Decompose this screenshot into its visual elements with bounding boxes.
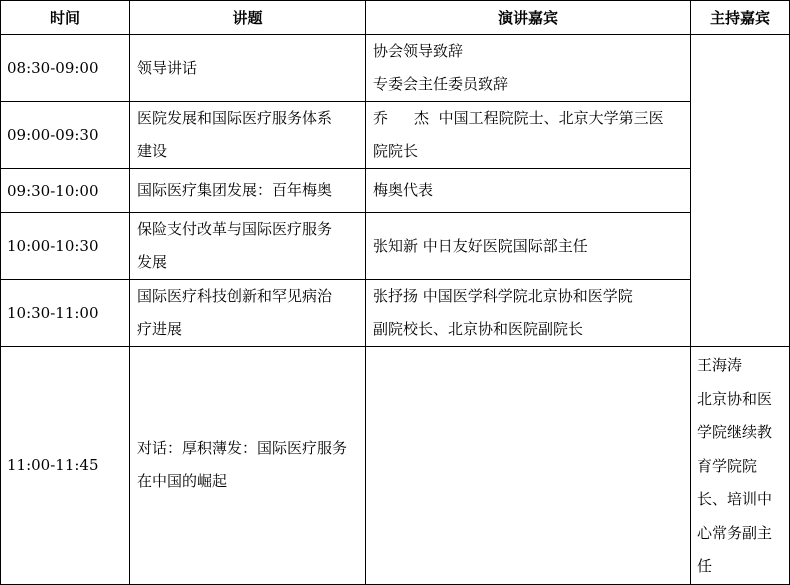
host-cell — [691, 347, 790, 585]
speaker-name: 乔 — [373, 109, 389, 127]
topic-line: 建设 — [137, 142, 168, 160]
time-cell: 11:00-11:45 — [1, 347, 130, 585]
topic-cell — [130, 213, 366, 280]
topic-line: 国际医疗科技创新和罕见病治 — [137, 287, 333, 305]
topic-line: 对话：厚积薄发：国际医疗服务 — [137, 439, 348, 458]
host-line: 王海涛 — [697, 356, 743, 374]
table-row — [1, 280, 790, 347]
table-row — [1, 213, 790, 280]
header-host: 主持嘉宾 — [691, 1, 790, 35]
table-row — [1, 169, 790, 213]
speaker-line: 张知新 中日友好医院国际部主任 — [373, 236, 588, 255]
speaker-line: 张抒扬 中国医学科学院北京协和医学院 — [373, 287, 633, 305]
speaker-line: 协会领导致辞 — [373, 42, 464, 60]
host-line: 任 — [697, 557, 713, 575]
speaker-line: 副院校长、北京协和医院副院长 — [373, 320, 584, 338]
speaker-cell — [366, 102, 691, 169]
topic-line: 疗进展 — [137, 320, 183, 338]
speaker-line: 专委会主任委员致辞 — [373, 75, 509, 93]
topic-line: 发展 — [137, 253, 168, 271]
header-time: 时间 — [1, 1, 130, 35]
topic-line: 医院发展和国际医疗服务体系 — [137, 109, 333, 127]
time-cell: 09:30-10:00 — [1, 169, 130, 213]
speaker-line: 院院长 — [373, 142, 419, 160]
topic-cell — [130, 347, 366, 585]
host-line: 育学院院 — [697, 456, 758, 475]
topic-cell — [130, 102, 366, 169]
host-line: 长、培训中 — [697, 490, 773, 508]
table-row — [1, 35, 790, 102]
topic-line: 国际医疗集团发展：百年梅奥 — [137, 181, 333, 199]
header-speaker: 演讲嘉宾 — [366, 1, 691, 35]
table-row — [1, 102, 790, 169]
speaker-cell — [366, 169, 691, 213]
topic-line: 在中国的崛起 — [137, 472, 228, 491]
speaker-line: 中国工程院院士、北京大学第三医 — [438, 109, 664, 127]
table-row — [1, 347, 790, 585]
header-row — [1, 1, 790, 35]
speaker-name: 杰 — [414, 109, 430, 127]
header-topic: 讲题 — [130, 1, 366, 35]
speaker-cell — [366, 280, 691, 347]
topic-cell — [130, 169, 366, 213]
topic-cell — [130, 35, 366, 102]
speaker-cell-empty — [366, 347, 691, 585]
host-line: 心常务副主 — [697, 523, 773, 542]
time-cell: 10:00-10:30 — [1, 213, 130, 280]
topic-line: 保险支付改革与国际医疗服务 — [137, 220, 333, 238]
host-line: 北京协和医 — [697, 389, 773, 408]
speaker-line: 梅奥代表 — [373, 181, 434, 199]
time-cell: 09:00-09:30 — [1, 102, 130, 169]
time-cell: 08:30-09:00 — [1, 35, 130, 102]
topic-line: 领导讲话 — [137, 58, 198, 77]
speaker-cell — [366, 213, 691, 280]
host-cell-empty — [691, 35, 790, 347]
topic-cell — [130, 280, 366, 347]
time-cell: 10:30-11:00 — [1, 280, 130, 347]
host-line: 学院继续教 — [697, 423, 773, 441]
speaker-cell — [366, 35, 691, 102]
